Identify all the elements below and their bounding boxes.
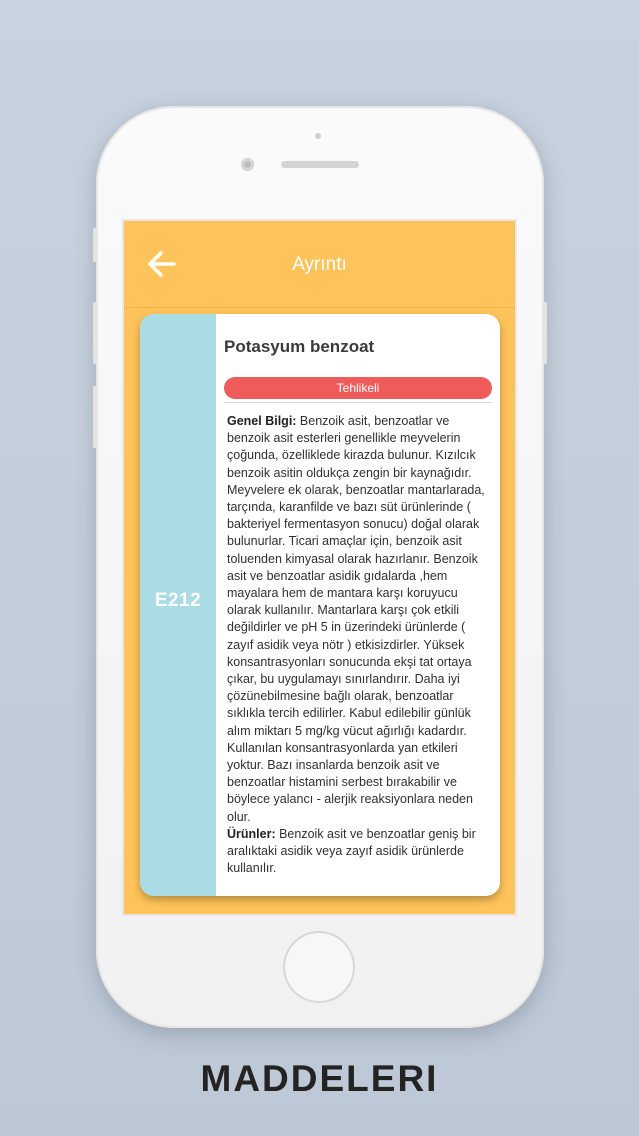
phone-volume-up — [93, 302, 97, 364]
products-text: Benzoik asit ve benzoatlar geniş bir aralıktaki asidik veya zayıf asidik ürünlerde kullanılır. — [227, 826, 476, 876]
phone-side-button — [93, 228, 97, 262]
front-sensor — [315, 133, 321, 139]
general-info-text: Benzoik asit, benzoatlar ve benzoik asit esterleri genellikle meyvelerin çoğunda, özelliklede kirazda bulunur. Kızılcık benzoik asitin oldukça zengin bir kaynağıdır. Meyvelere ek olarak, benzoatlar mantarlarada, tarçında, karanfilde ve bazı süt ürünlerinde ( bakteriyel fermentasyon sonucu) doğal olarak bulunurlar. Ticari amaçlar için, benzoik asit toluenden kimyasal olarak hazırlanır. Benzoik asit ve benzoatlar asidik gıdalarda ,hem mayalara hem de mantara karşı koruyucu olarak kullanılır. Mantarlara karşı çok etkili değildirler ve pH 5 in üzerindeki ürünlerde ( zayıf asidik veya nötr ) etkisizdirler. Yüksek konsantrasyonları sonucunda ekşi tat ortaya çıkar, bu uygulamayı sınırlandırır. Daha iyi çözünebilmesine bağlı olarak, benzoatlar sıklıkla tercih edilirler. Kabul edilebilir günlük alım miktarı 5 mg/kg vücut ağırlığı kadardır. Kullanılan konsantrasyonlarda yan etkileri yoktur. Bazı insanlarda benzoik asit ve benzoatlar histamini serbest bırakabilir ve böylece yalancı - alerjik reaksiyonlara neden olur. — [227, 414, 485, 824]
app-screen — [122, 219, 517, 916]
home-button[interactable] — [283, 931, 355, 1003]
brand-caption: MADDELERI — [200, 1058, 439, 1099]
products-label: Ürünler: — [227, 826, 276, 841]
description-text[interactable] — [224, 413, 492, 877]
code-strip — [140, 314, 216, 896]
additive-code: E212 — [154, 590, 202, 611]
divider — [224, 402, 492, 403]
status-badge: Tehlikeli — [224, 377, 492, 399]
app-bar — [124, 221, 515, 308]
phone-volume-down — [93, 386, 97, 448]
earpiece-speaker — [281, 161, 359, 168]
general-info-label: Genel Bilgi: — [227, 414, 297, 428]
additive-name: Potasyum benzoat — [224, 337, 375, 356]
front-camera — [241, 158, 254, 171]
phone-power-button — [543, 302, 547, 364]
page-title: Ayrıntı — [292, 254, 347, 275]
additive-card — [140, 314, 500, 896]
card-content — [224, 314, 492, 877]
